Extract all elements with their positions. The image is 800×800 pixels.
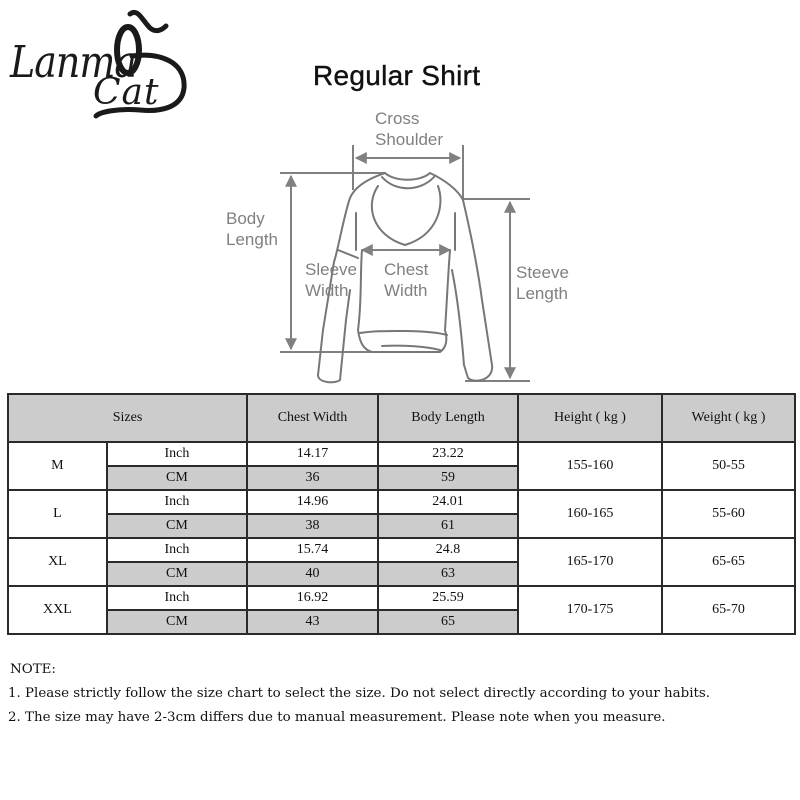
body-cm: 61	[378, 514, 518, 538]
height-range: 170-175	[518, 586, 662, 634]
height-range: 155-160	[518, 442, 662, 490]
unit-inch: Inch	[107, 442, 247, 466]
chest-cm: 40	[247, 562, 378, 586]
label-sleeve-length-line1: Steeve	[516, 263, 569, 282]
label-chest-width-line1: Chest	[384, 260, 429, 279]
chest-inch: 14.96	[247, 490, 378, 514]
header-weight: Weight ( kg )	[662, 394, 795, 442]
body-cm: 63	[378, 562, 518, 586]
label-chest-width	[384, 259, 428, 301]
chest-inch: 15.74	[247, 538, 378, 562]
size-label: L	[8, 490, 107, 538]
table-header-row	[8, 394, 795, 442]
chest-inch: 14.17	[247, 442, 378, 466]
table-row	[8, 442, 795, 466]
label-sleeve-length-line2: Length	[516, 284, 568, 303]
size-label: XL	[8, 538, 107, 586]
table-row	[8, 538, 795, 562]
label-body-length	[226, 208, 278, 250]
note-item-2: 2. The size may have 2-3cm differs due to manual measurement. Please note when you measure.	[8, 710, 666, 725]
unit-cm: CM	[107, 466, 247, 490]
unit-cm: CM	[107, 610, 247, 634]
unit-cm: CM	[107, 514, 247, 538]
unit-inch: Inch	[107, 586, 247, 610]
weight-range: 50-55	[662, 442, 795, 490]
label-sleeve-width-line2: Width	[305, 281, 349, 300]
weight-range: 65-70	[662, 586, 795, 634]
header-height: Height ( kg )	[518, 394, 662, 442]
body-inch: 25.59	[378, 586, 518, 610]
label-cross-shoulder	[375, 108, 443, 150]
unit-inch: Inch	[107, 538, 247, 562]
weight-range: 65-65	[662, 538, 795, 586]
table-row	[8, 586, 795, 610]
chest-inch: 16.92	[247, 586, 378, 610]
chest-cm: 43	[247, 610, 378, 634]
label-sleeve-width-line1: Sleeve	[305, 260, 357, 279]
header-sizes: Sizes	[8, 394, 247, 442]
chest-cm: 38	[247, 514, 378, 538]
header-body-length: Body Length	[378, 394, 518, 442]
height-range: 165-170	[518, 538, 662, 586]
label-body-length-line2: Length	[226, 230, 278, 249]
table-row	[8, 490, 795, 514]
body-inch: 24.8	[378, 538, 518, 562]
weight-range: 55-60	[662, 490, 795, 538]
note-item-1: 1. Please strictly follow the size chart to select the size. Do not select directly according to your habits.	[8, 686, 710, 701]
logo-text-lanma: Lanma	[10, 36, 137, 88]
body-inch: 23.22	[378, 442, 518, 466]
body-cm: 59	[378, 466, 518, 490]
unit-cm: CM	[107, 562, 247, 586]
body-inch: 24.01	[378, 490, 518, 514]
notes-section	[8, 658, 710, 730]
unit-inch: Inch	[107, 490, 247, 514]
size-label: M	[8, 442, 107, 490]
shirt-measurement-diagram	[0, 0, 800, 390]
logo-text-cat: Cat	[93, 72, 160, 113]
label-cross-shoulder-line2: Shoulder	[375, 130, 444, 149]
notes-heading: NOTE:	[10, 662, 56, 677]
height-range: 160-165	[518, 490, 662, 538]
page-title: Regular Shirt	[313, 60, 481, 91]
chest-cm: 36	[247, 466, 378, 490]
header-chest-width: Chest Width	[247, 394, 378, 442]
size-chart-table	[7, 393, 796, 635]
body-cm: 65	[378, 610, 518, 634]
label-cross-shoulder-line1: Cross	[375, 109, 420, 128]
label-chest-width-line2: Width	[384, 281, 428, 300]
size-label: XXL	[8, 586, 107, 634]
label-sleeve-width	[305, 259, 357, 301]
label-sleeve-length	[516, 262, 569, 304]
label-body-length-line1: Body	[226, 209, 265, 228]
